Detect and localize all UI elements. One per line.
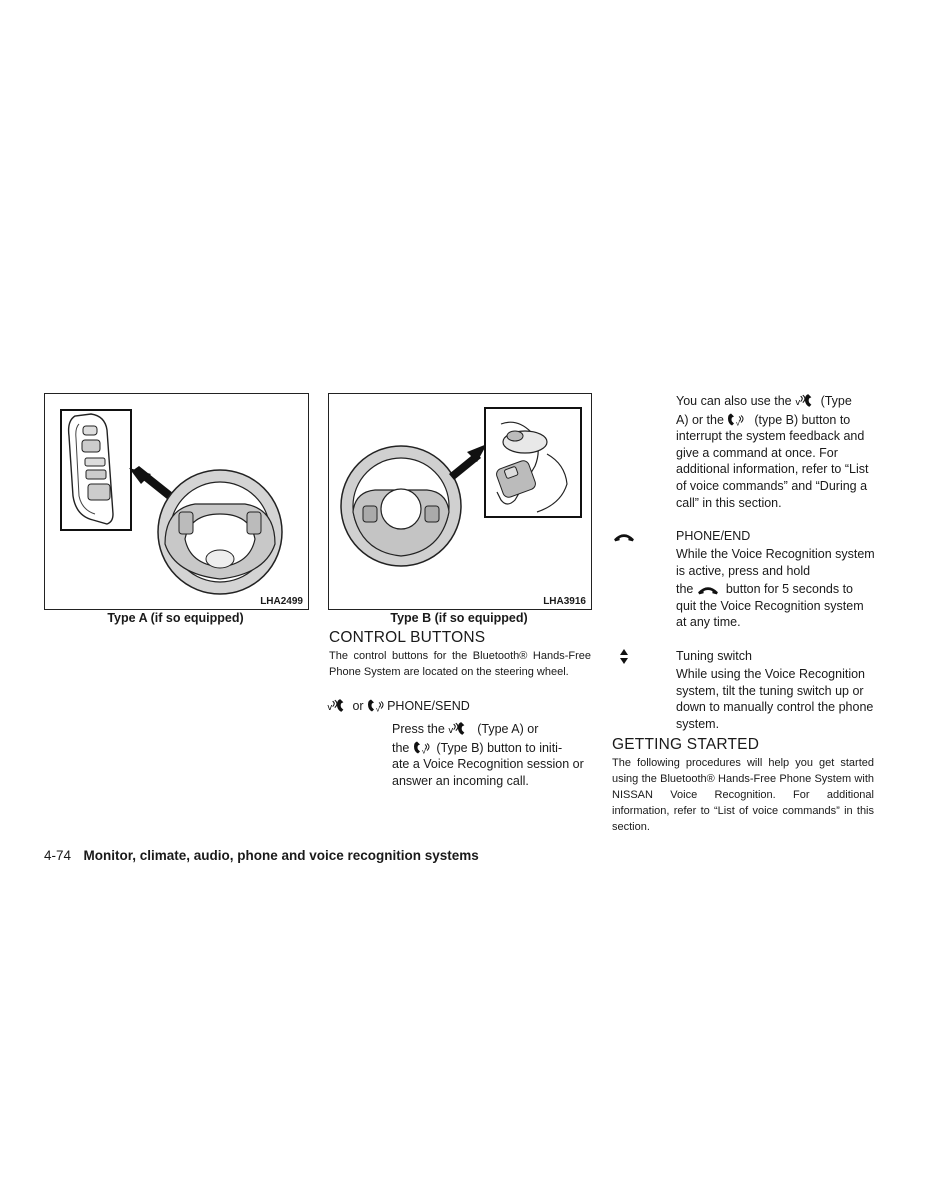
phone-send-label: PHONE/SEND bbox=[387, 699, 470, 713]
phone-send-type-b-icon bbox=[727, 412, 747, 427]
text: button for 5 seconds to bbox=[725, 582, 853, 597]
phone-end-label: PHONE/END bbox=[676, 529, 751, 543]
figure-code: LHA3916 bbox=[543, 596, 586, 607]
figure-caption-type-a: Type A (if so equipped) bbox=[107, 611, 244, 625]
also-use-paragraph bbox=[676, 393, 876, 511]
text: (Type bbox=[820, 394, 852, 408]
tuning-switch-label: Tuning switch bbox=[676, 649, 752, 663]
phone-end-icon bbox=[697, 584, 719, 596]
text: quit the Voice Recognition system at any time. bbox=[676, 598, 864, 630]
text: Press the bbox=[392, 722, 445, 736]
section-heading-control-buttons: CONTROL BUTTONS bbox=[329, 629, 486, 646]
figure-type-b bbox=[328, 393, 592, 610]
text: (Type A) or bbox=[477, 722, 539, 736]
control-buttons-intro: The control buttons for the Bluetooth® Hands-Free Phone System are located on the steering wheel. bbox=[329, 650, 591, 678]
text: the bbox=[676, 582, 694, 597]
getting-started-text: The following procedures will help you get started using the Bluetooth® Hands-Free Phone System with NISSAN Voice Recognition. For additional information, refer to “List of voice commands” in this section. bbox=[612, 757, 874, 833]
tuning-switch-description: While using the Voice Recognition system, tilt the tuning switch up or down to manually control the phone system. bbox=[676, 667, 874, 731]
phone-send-description bbox=[392, 721, 592, 789]
text: the bbox=[392, 740, 410, 755]
text: (type B) button to bbox=[754, 412, 851, 427]
text: While the Voice Recognition system is active, press and hold bbox=[676, 547, 875, 578]
phone-send-type-a-icon bbox=[327, 698, 349, 713]
phone-send-type-a-icon bbox=[795, 393, 817, 408]
phone-send-type-a-icon bbox=[448, 721, 470, 736]
steering-wheel-type-b-illustration bbox=[329, 394, 591, 609]
or-text: or bbox=[352, 699, 364, 713]
section-heading-getting-started: GETTING STARTED bbox=[612, 736, 760, 753]
phone-end-description bbox=[676, 546, 876, 631]
tuning-switch-icon bbox=[619, 648, 629, 666]
phone-send-type-b-icon bbox=[413, 740, 433, 755]
text: A) or the bbox=[676, 412, 724, 427]
chapter-title: Monitor, climate, audio, phone and voice recognition systems bbox=[83, 848, 479, 863]
phone-send-heading bbox=[327, 698, 597, 715]
text: interrupt the system feedback and give a command at once. For additional information, refer to “List of voice commands” and “During a call” in this section. bbox=[676, 429, 869, 510]
page-number: 4-74 bbox=[44, 848, 72, 863]
text: You can also use the bbox=[676, 394, 792, 408]
text: (Type B) button to initi- bbox=[436, 740, 563, 755]
phone-send-type-b-icon bbox=[367, 698, 387, 713]
text: ate a Voice Recognition session or answer an incoming call. bbox=[392, 757, 584, 788]
figure-type-a bbox=[44, 393, 309, 610]
phone-end-icon bbox=[613, 531, 635, 543]
figure-code: LHA2499 bbox=[260, 596, 303, 607]
steering-wheel-type-a-illustration bbox=[45, 394, 308, 609]
page-footer bbox=[44, 847, 479, 865]
figure-caption-type-b: Type B (if so equipped) bbox=[390, 611, 528, 625]
